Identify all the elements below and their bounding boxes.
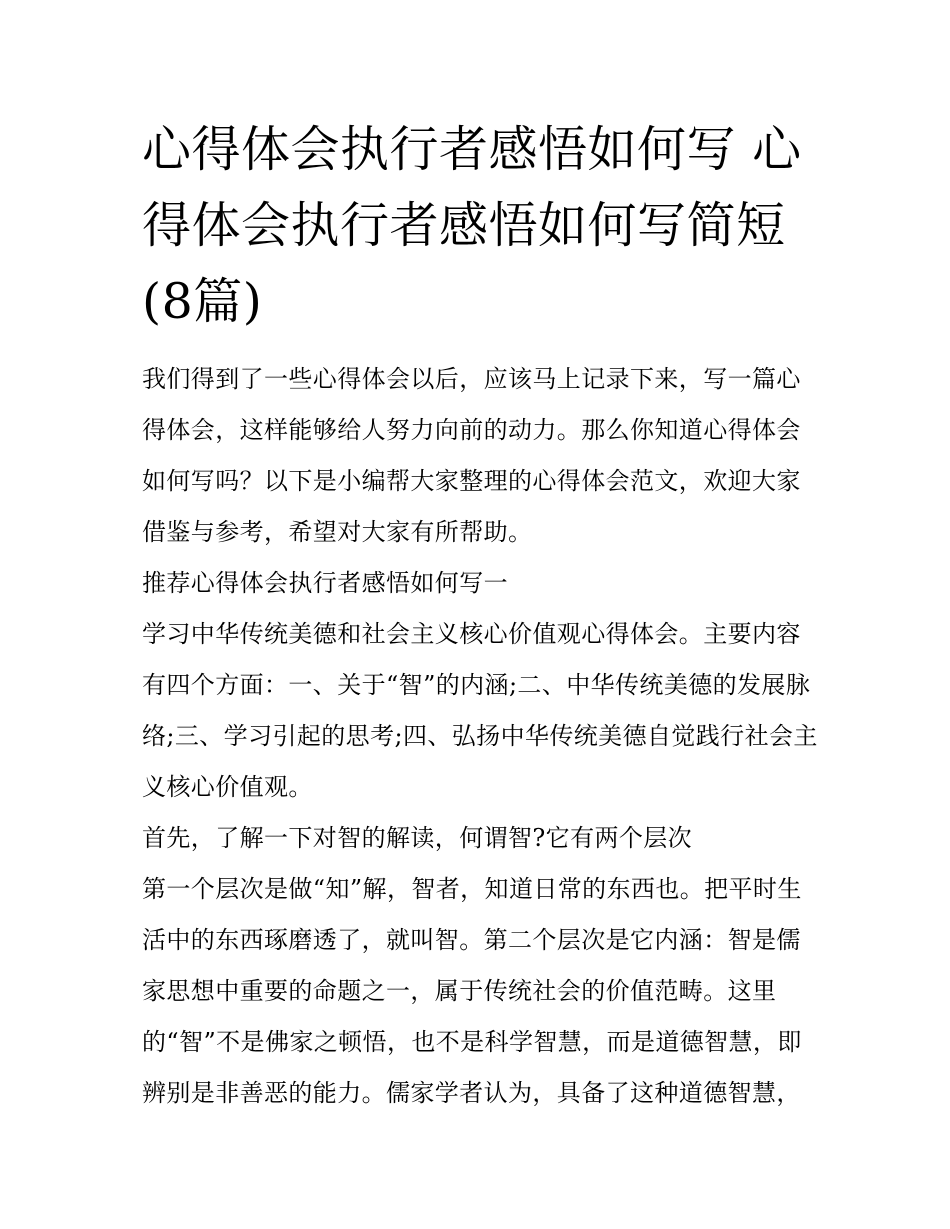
body-paragraph: 首先，了解一下对智的解读，何谓智?它有两个层次 [142, 824, 693, 852]
intro-paragraph: 我们得到了一些心得体会以后，应该马上记录下来，写一篇心得体会，这样能够给人努力向前的动力。那么你知道心得体会如何写吗？以下是小编帮大家整理的心得体会范文，欢迎大家借鉴与参考，希望对大家有所帮助。 [142, 365, 801, 546]
document-title: 心得体会执行者感悟如何写 心得体会执行者感悟如何写简短(8篇) [142, 121, 802, 330]
body-paragraph: 学习中华传统美德和社会主义核心价值观心得体会。主要内容有四个方面：一、关于“智”的内涵;二、中华传统美德的发展脉络;三、学习引起的思考;四、弘扬中华传统美德自觉践行社会主义核心价值观。 [142, 620, 818, 801]
body-paragraph: 第一个层次是做“知”解，智者，知道日常的东西也。把平时生活中的东西琢磨透了，就叫智。第二个层次是它内涵：智是儒家思想中重要的命题之一，属于传统社会的价值范畴。这里的“智”不是佛家之顿悟，也不是科学智慧，而是道德智慧，即辨别是非善恶的能力。儒家学者认为，具备了这种道德智慧， [142, 875, 802, 1107]
section-heading: 推荐心得体会执行者感悟如何写一 [142, 569, 508, 597]
document-page [142, 112, 822, 1119]
